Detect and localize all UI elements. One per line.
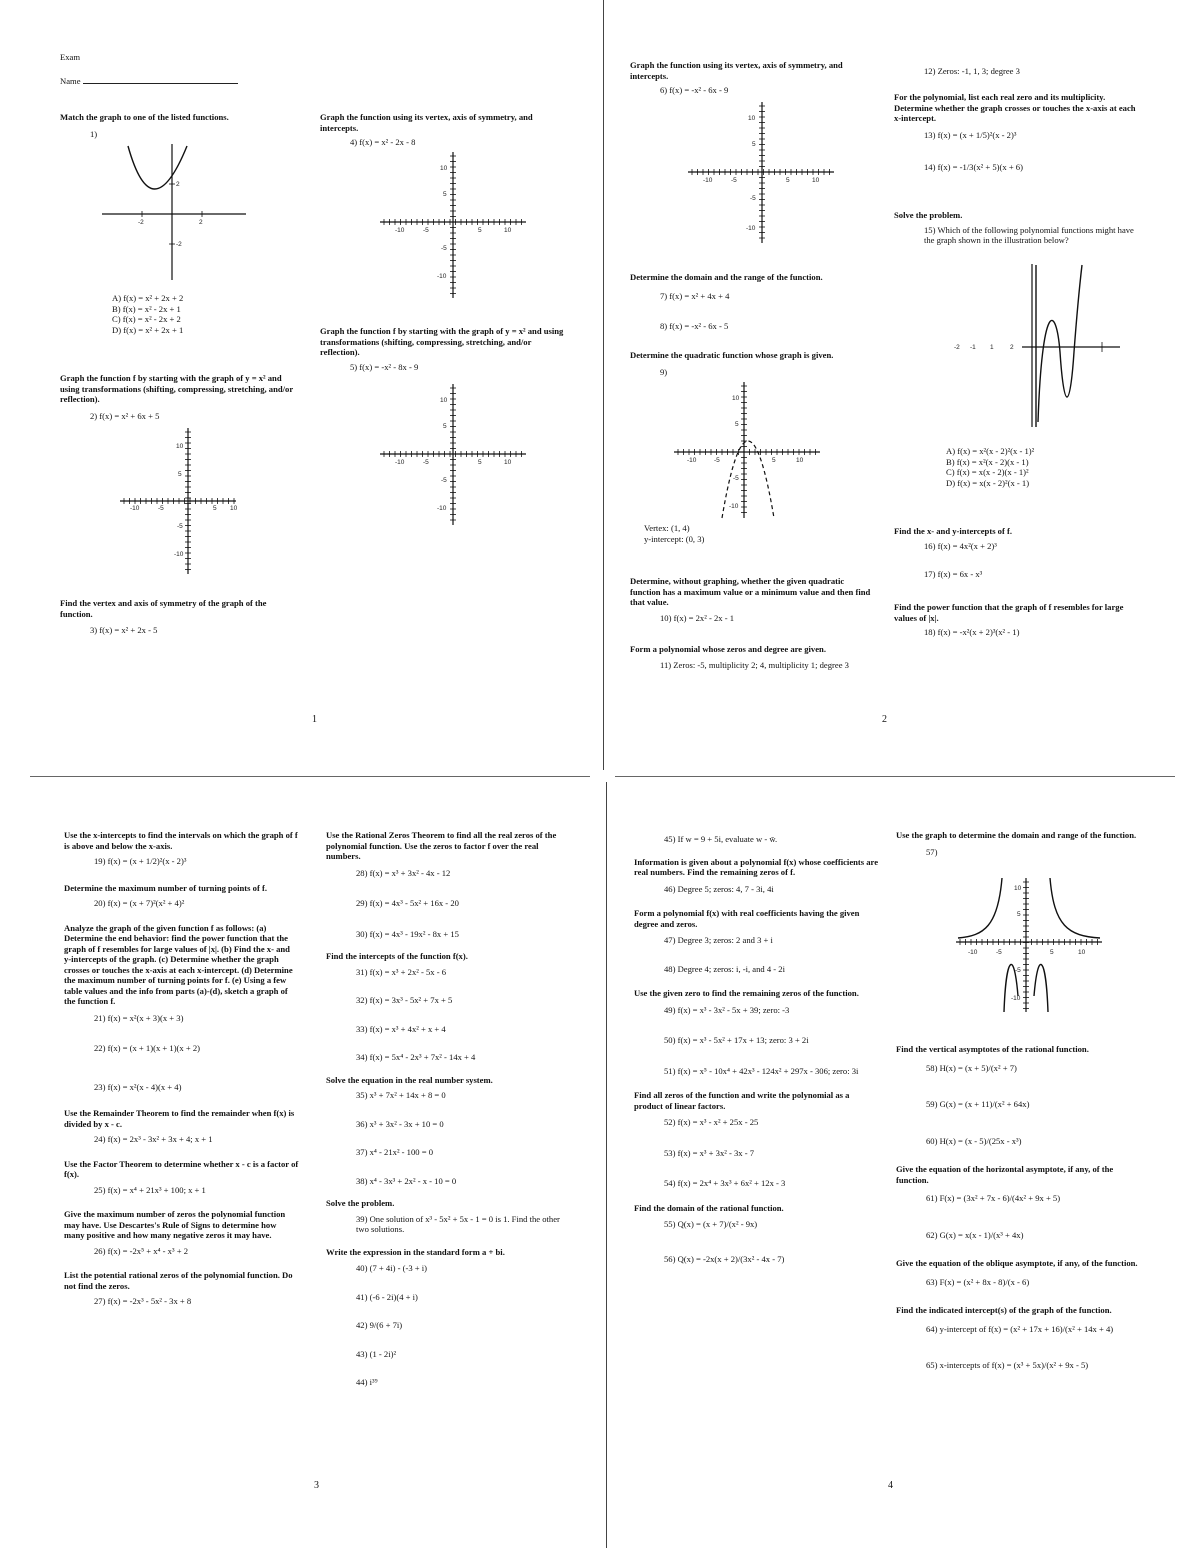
tick-label: -2 [138, 219, 144, 226]
section-heading: Find the intercepts of the function f(x). [326, 951, 468, 961]
page2-q11-block [630, 644, 875, 670]
section-heading: Form a polynomial whose zeros and degree are given. [630, 644, 826, 654]
graph-q9 [672, 380, 822, 520]
page2-q7-8-block [630, 272, 875, 332]
tick-label: -10 [130, 505, 140, 512]
question-23: 23) f(x) = x²(x - 4)(x + 4) [94, 1081, 182, 1092]
question-14: 14) f(x) = -1/3(x² + 5)(x + 6) [924, 162, 1023, 172]
tick-label: 10 [504, 459, 512, 466]
tick-label: -10 [687, 457, 697, 464]
question-19: 19) f(x) = (x + 1/2)²(x - 2)³ [94, 856, 187, 866]
section-heading: Graph the function f by starting with the graph of y = x² and using transformations (shifting, compressing, stretching, and/or reflection). [320, 326, 564, 357]
section-heading: Determine the quadratic function whose graph is given. [630, 350, 834, 360]
question-8: 8) f(x) = -x² - 6x - 5 [660, 321, 729, 331]
y-intercept-label: y-intercept: (0, 3) [644, 533, 705, 544]
page2-q9-block [630, 350, 875, 377]
name-label: Name [60, 76, 81, 86]
question-22: 22) f(x) = (x + 1)(x + 1)(x + 2) [94, 1043, 201, 1053]
page4-left-column [634, 834, 879, 1264]
question-26: 26) f(x) = -2x⁵ + x⁴ - x³ + 2 [94, 1245, 188, 1256]
section-heading: Determine, without graphing, whether the given quadratic function has a maximum value or a minimum value and then find that value. [630, 576, 871, 607]
tick-label: -5 [996, 949, 1002, 956]
section-heading: Find all zeros of the function and write the polynomial as a product of linear factors. [634, 1090, 850, 1111]
section-heading: Solve the problem. [326, 1198, 395, 1208]
tick-label: -10 [703, 177, 713, 184]
graph-q15 [952, 262, 1122, 430]
section-heading: Give the equation of the oblique asymptote, if any, of the function. [896, 1258, 1138, 1268]
question-61: 61) F(x) = (3x² + 7x - 6)/(4x² + 9x + 5) [926, 1193, 1061, 1203]
tick-label: -10 [729, 503, 739, 510]
page2-q16-17-block [894, 526, 1144, 580]
tick-label: -5 [1015, 967, 1021, 974]
question-2: 2) f(x) = x² + 6x + 5 [90, 410, 160, 421]
question-4: 4) f(x) = x² - 2x - 8 [350, 137, 416, 147]
page1-q2-block [60, 373, 295, 421]
section-heading: Match the graph to one of the listed functions. [60, 112, 229, 122]
question-63: 63) F(x) = (x² + 8x - 8)/(x - 6) [926, 1276, 1030, 1287]
question-64: 64) y-intercept of f(x) = (x² + 17x + 16)/(x² + 14x + 4) [926, 1323, 1114, 1334]
question-57: 57) [926, 846, 938, 857]
page1-left-column [60, 112, 295, 139]
tick-label: -5 [731, 177, 737, 184]
tick-label: 10 [176, 443, 184, 450]
tick-label: 2 [199, 219, 203, 226]
option-a: A) f(x) = x² + 2x + 2 [112, 293, 184, 303]
tick-label: -10 [174, 551, 184, 558]
question-65: 65) x-intercepts of f(x) = (x³ + 5x)/(x² + 9x - 5) [926, 1360, 1089, 1370]
question-44: 44) i³⁹ [356, 1377, 378, 1387]
section-heading: Give the maximum number of zeros the polynomial function may have. Use Descartes's Rule of Signs to determine how many positive and how many negative zeros it may have. [64, 1209, 286, 1240]
question-52: 52) f(x) = x³ - x² + 25x - 25 [664, 1117, 759, 1127]
tick-label: -5 [158, 505, 164, 512]
option-d: D) f(x) = x(x - 2)²(x - 1) [946, 477, 1030, 488]
tick-label: -2 [954, 344, 960, 351]
question-12: 12) Zeros: -1, 1, 3; degree 3 [924, 66, 1020, 76]
tick-label: 2 [176, 181, 180, 188]
question-11: 11) Zeros: -5, multiplicity 2; 4, multiplicity 1; degree 3 [660, 659, 849, 670]
page2-q10-block [630, 576, 875, 623]
section-heading: Graph the function f by starting with the graph of y = x² and using transformations (shifting, compressing, stretching, and/or reflection). [60, 373, 294, 404]
tick-label: -1 [970, 344, 976, 351]
tick-label: 5 [772, 457, 776, 464]
tick-label: 10 [1014, 885, 1022, 892]
question-55: 55) Q(x) = (x + 7)/(x² - 9x) [664, 1219, 758, 1229]
section-heading: Determine the domain and the range of the function. [630, 272, 823, 282]
section-heading: Use the Remainder Theorem to find the remainder when f(x) is divided by x - c. [64, 1108, 295, 1129]
question-24: 24) f(x) = 2x³ - 3x² + 3x + 4; x + 1 [94, 1134, 213, 1144]
tick-label: 10 [796, 457, 804, 464]
graph-q6 [686, 100, 836, 245]
tick-label: -5 [733, 475, 739, 482]
question-43: 43) (1 - 2i)² [356, 1348, 397, 1359]
graph-q57 [954, 876, 1104, 1014]
question-28: 28) f(x) = x³ + 3x² - 4x - 12 [356, 867, 451, 878]
tick-label: 5 [478, 459, 482, 466]
question-53: 53) f(x) = x³ + 3x² - 3x - 7 [664, 1147, 755, 1158]
page1-q5-block [320, 326, 565, 372]
section-heading: Find the x- and y-intercepts of f. [894, 526, 1013, 536]
tick-label: -5 [714, 457, 720, 464]
tick-label: 10 [504, 227, 512, 234]
question-1: 1) [90, 128, 98, 139]
option-c: C) f(x) = x² - 2x + 2 [112, 314, 181, 324]
page2-q13-14-block [894, 92, 1144, 173]
option-b: B) f(x) = x² - 2x + 1 [112, 303, 181, 314]
section-heading: List the potential rational zeros of the polynomial function. Do not find the zeros. [64, 1270, 293, 1291]
graph-q4 [378, 150, 528, 300]
question-58: 58) H(x) = (x + 5)/(x² + 7) [926, 1062, 1017, 1073]
page2-q18-block [894, 602, 1144, 638]
question-9: 9) [660, 366, 668, 377]
tick-label: -5 [177, 523, 183, 530]
question-38: 38) x⁴ - 3x³ + 2x² - x - 10 = 0 [356, 1175, 457, 1186]
tick-label: 10 [230, 505, 238, 512]
page3-left-column [64, 830, 299, 1307]
question-59: 59) G(x) = (x + 11)/(x² + 64x) [926, 1099, 1030, 1109]
section-heading: Use the graph to determine the domain and range of the function. [896, 830, 1137, 840]
question-54: 54) f(x) = 2x⁴ + 3x³ + 6x² + 12x - 3 [664, 1178, 786, 1188]
question-42: 42) 9/(6 + 7i) [356, 1320, 403, 1330]
vertex-label: Vertex: (1, 4) [644, 523, 690, 533]
question-35: 35) x³ + 7x² + 14x + 8 = 0 [356, 1090, 446, 1100]
section-heading: Analyze the graph of the given function f as follows: (a) Determine the end behavior: find the power function that the graph of f resembles for large values of |x|. (b) Find the x- and y-intercepts of the graph. (c) Determine whether the graph crosses or touches the x-axis at each x-intercept. (d) Determine the maximum number of turning points for f. (e) Using a few table values and the info from parts (a)-(d), sketch a graph of the function f. [64, 922, 293, 1006]
graph-q1 [100, 142, 250, 282]
section-heading: Form a polynomial f(x) with real coefficients having the given degree and zeros. [634, 908, 860, 929]
question-46: 46) Degree 5; zeros: 4, 7 - 3i, 4i [664, 883, 774, 894]
section-heading: Solve the equation in the real number system. [326, 1074, 493, 1085]
section-heading: Give the equation of the horizontal asymptote, if any, of the function. [896, 1164, 1114, 1185]
section-heading: Find the vertex and axis of symmetry of the graph of the function. [60, 598, 267, 619]
question-32: 32) f(x) = 3x³ - 5x² + 7x + 5 [356, 995, 453, 1005]
section-heading: Determine the maximum number of turning points of f. [64, 882, 267, 893]
tick-label: 5 [443, 191, 447, 198]
question-21: 21) f(x) = x²(x + 3)(x + 3) [94, 1012, 184, 1023]
question-56: 56) Q(x) = -2x(x + 2)/(3x² - 4x - 7) [664, 1253, 785, 1264]
question-60: 60) H(x) = (x - 5)/(25x - x³) [926, 1135, 1022, 1146]
page2-q12 [894, 66, 1144, 77]
question-40: 40) (7 + 4i) - (-3 + i) [356, 1263, 428, 1273]
question-17: 17) f(x) = 6x - x³ [924, 569, 983, 579]
question-6: 6) f(x) = -x² - 6x - 9 [660, 85, 729, 95]
question-31: 31) f(x) = x³ + 2x² - 5x - 6 [356, 966, 447, 977]
exam-label: Exam [60, 52, 81, 62]
tick-label: 5 [752, 141, 756, 148]
tick-label: -5 [441, 245, 447, 252]
page-number-2: 2 [882, 714, 887, 725]
page1-q3-block [60, 598, 295, 636]
tick-label: -10 [968, 949, 978, 956]
option-a: A) f(x) = x²(x - 2)²(x - 1)² [946, 446, 1035, 456]
question-25: 25) f(x) = x⁴ + 21x³ + 100; x + 1 [94, 1184, 206, 1195]
tick-label: 5 [1017, 911, 1021, 918]
section-heading: Use the Rational Zeros Theorem to find all the real zeros of the polynomial function. Use the zeros to factor f over the real numbers. [326, 830, 557, 861]
question-41: 41) (-6 - 2i)(4 + i) [356, 1291, 418, 1302]
option-d: D) f(x) = x² + 2x + 1 [112, 324, 184, 335]
question-10: 10) f(x) = 2x² - 2x - 1 [660, 612, 735, 623]
option-b: B) f(x) = x²(x - 2)(x - 1) [946, 456, 1029, 467]
tick-label: 10 [440, 165, 448, 172]
section-heading: Solve the problem. [894, 210, 963, 220]
tick-label: 1 [990, 344, 994, 351]
page-divider-vertical-bottom [606, 782, 607, 1548]
question-33: 33) f(x) = x³ + 4x² + x + 4 [356, 1023, 446, 1034]
page-divider-vertical-top [603, 0, 604, 770]
tick-label: 10 [748, 115, 756, 122]
question-49: 49) f(x) = x³ - 3x² - 5x + 39; zero: -3 [664, 1004, 790, 1015]
tick-label: 10 [1078, 949, 1086, 956]
tick-label: 5 [786, 177, 790, 184]
tick-label: -5 [423, 227, 429, 234]
section-heading: For the polynomial, list each real zero and its multiplicity. Determine whether the graph crosses or touches the x-axis at each x-intercept. [894, 92, 1136, 123]
question-36: 36) x³ + 3x² - 3x + 10 = 0 [356, 1118, 444, 1129]
question-27: 27) f(x) = -2x³ - 5x² - 3x + 8 [94, 1296, 192, 1306]
question-47: 47) Degree 3; zeros: 2 and 3 + i [664, 935, 773, 945]
tick-label: -2 [176, 241, 182, 248]
question-45: 45) If w = 9 + 5i, evaluate w - w̄. [664, 834, 778, 844]
section-heading: Use the x-intercepts to find the intervals on which the graph of f is above and below the x-axis. [64, 830, 298, 851]
section-heading: Find the indicated intercept(s) of the graph of the function. [896, 1305, 1112, 1315]
section-heading: Find the power function that the graph of f resembles for large values of |x|. [894, 602, 1124, 623]
tick-label: 10 [732, 395, 740, 402]
question-51: 51) f(x) = x⁵ - 10x⁴ + 42x³ - 124x² + 297x - 306; zero: 3i [664, 1065, 859, 1076]
tick-label: -10 [437, 273, 447, 280]
question-34: 34) f(x) = 5x⁴ - 2x³ + 7x² - 14x + 4 [356, 1052, 476, 1062]
page1-q1-options [60, 293, 295, 335]
tick-label: -10 [746, 225, 756, 232]
tick-label: -5 [750, 195, 756, 202]
page-divider-horizontal-right [615, 776, 1175, 777]
tick-label: -5 [423, 459, 429, 466]
tick-label: 5 [178, 471, 182, 478]
page2-q9-info [644, 523, 844, 544]
question-37: 37) x⁴ - 21x² - 100 = 0 [356, 1147, 434, 1157]
question-5: 5) f(x) = -x² - 8x - 9 [350, 361, 419, 372]
question-7: 7) f(x) = x² + 4x + 4 [660, 290, 730, 301]
question-13: 13) f(x) = (x + 1/5)²(x - 2)³ [924, 129, 1017, 140]
question-18: 18) f(x) = -x²(x + 2)³(x² - 1) [924, 627, 1020, 637]
graph-q2 [118, 426, 238, 576]
tick-label: -5 [441, 477, 447, 484]
question-20: 20) f(x) = (x + 7)²(x² + 4)² [94, 898, 185, 908]
graph-q5 [378, 382, 528, 527]
page2-q15-block [894, 210, 1144, 246]
question-48: 48) Degree 4; zeros: i, -i, and 4 - 2i [664, 963, 785, 974]
tick-label: 5 [1050, 949, 1054, 956]
page2-q15-options [894, 446, 1144, 488]
page1-q4-block [320, 112, 565, 148]
page4-q57-block [896, 830, 1146, 857]
page4-right-column [896, 1044, 1146, 1371]
section-heading: Graph the function using its vertex, axis of symmetry, and intercepts. [320, 112, 533, 133]
tick-label: 5 [213, 505, 217, 512]
question-15: 15) Which of the following polynomial functions might have the graph shown in the illustration below? [924, 224, 1134, 245]
question-16: 16) f(x) = 4x²(x + 2)³ [924, 540, 997, 551]
page-number-3: 3 [314, 1480, 319, 1491]
option-c: C) f(x) = x(x - 2)(x - 1)² [946, 467, 1029, 477]
section-heading: Information is given about a polynomial f(x) whose coefficients are real numbers. Find the remaining zeros of f. [634, 856, 879, 877]
question-39: 39) One solution of x³ - 5x² + 5x - 1 = 0 is 1. Find the other two solutions. [356, 1213, 560, 1234]
section-heading: Use the given zero to find the remaining zeros of the function. [634, 988, 859, 998]
question-62: 62) G(x) = x(x - 1)/(x³ + 4x) [926, 1229, 1024, 1240]
tick-label: 5 [443, 423, 447, 430]
tick-label: 10 [812, 177, 820, 184]
section-heading: Write the expression in the standard form a + bi. [326, 1246, 505, 1257]
tick-label: -10 [1011, 995, 1021, 1002]
question-50: 50) f(x) = x³ - 5x² + 17x + 13; zero: 3 + 2i [664, 1035, 809, 1045]
section-heading: Use the Factor Theorem to determine whether x - c is a factor of f(x). [64, 1158, 299, 1179]
section-heading: Find the domain of the rational function. [634, 1202, 784, 1213]
name-line[interactable] [60, 76, 250, 87]
question-30: 30) f(x) = 4x³ - 19x² - 8x + 15 [356, 928, 459, 939]
tick-label: 5 [735, 421, 739, 428]
section-heading: Find the vertical asymptotes of the rational function. [896, 1044, 1089, 1054]
tick-label: 10 [440, 397, 448, 404]
tick-label: 5 [478, 227, 482, 234]
tick-label: -10 [395, 459, 405, 466]
page-divider-horizontal-left [30, 776, 590, 777]
question-3: 3) f(x) = x² + 2x - 5 [90, 625, 158, 635]
tick-label: -10 [395, 227, 405, 234]
section-heading: Graph the function using its vertex, axis of symmetry, and intercepts. [630, 60, 843, 81]
page3-right-column [326, 830, 566, 1388]
tick-label: -10 [437, 505, 447, 512]
question-29: 29) f(x) = 4x³ - 5x² + 16x - 20 [356, 898, 459, 908]
page-number-4: 4 [888, 1480, 893, 1491]
tick-label: 2 [1010, 344, 1014, 351]
page-number-1: 1 [312, 714, 317, 725]
page2-q6-block [630, 60, 875, 96]
